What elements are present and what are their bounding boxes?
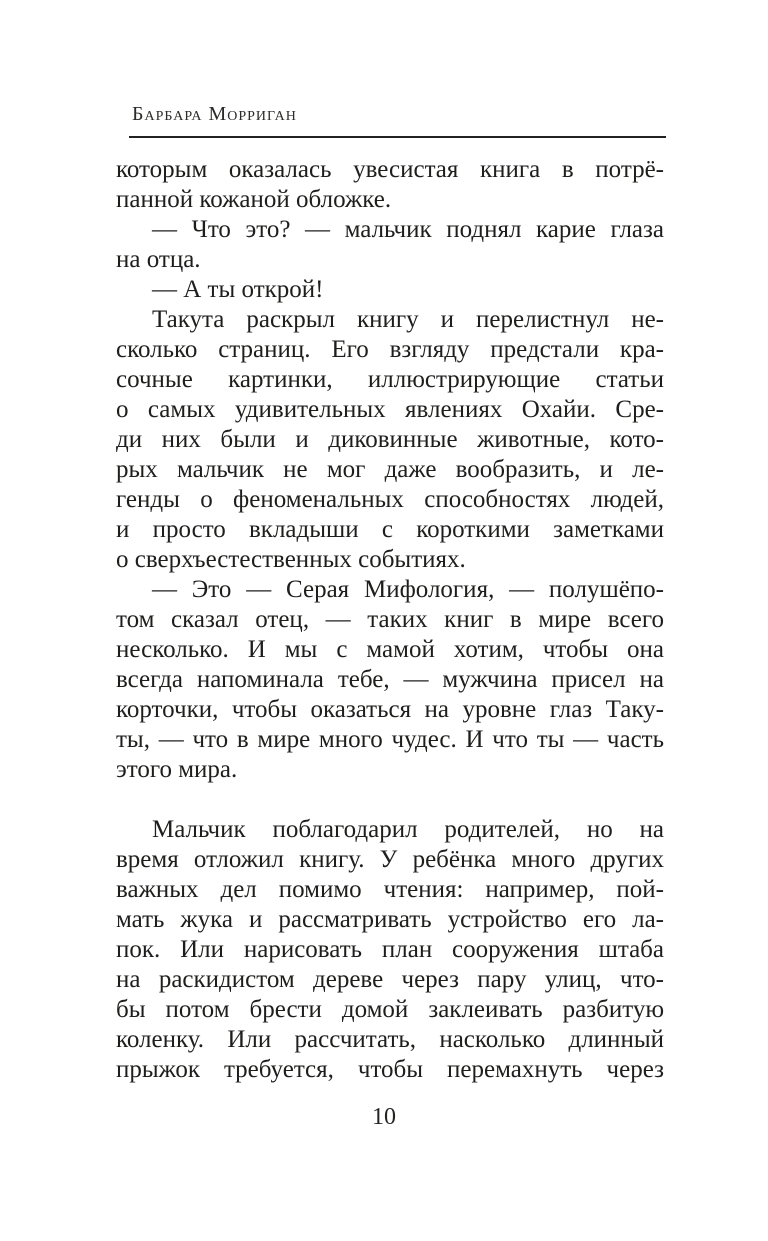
text-line: сочные картинки, иллюстрирующие статьи <box>116 366 664 393</box>
text-line: том сказал отец, — таких книг в мире всего <box>116 606 664 633</box>
text-line: о сверхъестественных событиях. <box>116 546 466 573</box>
text-line: бы потом брести домой заклеивать разбитую <box>116 996 664 1023</box>
body-text <box>116 155 664 1085</box>
text-line: и просто вкладыши с короткими заметками <box>116 516 664 543</box>
author-name: Барбара Морриган <box>132 103 297 125</box>
text-line: этого мира. <box>116 756 238 783</box>
text-line: Такута раскрыл книгу и перелистнул не- <box>152 306 664 333</box>
page-number: 10 <box>372 1104 396 1130</box>
text-line: — Это — Серая Мифология, — полушёпо- <box>152 576 664 603</box>
text-line: которым оказалась увесистая книга в потрё- <box>116 156 664 183</box>
text-line: пок. Или нарисовать план сооружения штаба <box>116 936 664 963</box>
text-line: на раскидистом дереве через пару улиц, что- <box>116 966 664 993</box>
text-line: на отца. <box>116 246 201 273</box>
text-line: ди них были и диковинные животные, кото- <box>116 426 664 453</box>
header-rule <box>129 136 666 138</box>
text-line: мать жука и рассматривать устройство его ла- <box>116 906 664 933</box>
text-line: рых мальчик не мог даже вообразить, и ле- <box>116 456 664 483</box>
text-line: ты, — что в мире много чудес. И что ты — часть <box>116 726 664 753</box>
text-line: всегда напоминала тебе, — мужчина присел на <box>116 666 664 693</box>
running-header <box>132 102 297 126</box>
text-line: — Что это? — мальчик поднял карие глаза <box>152 216 664 243</box>
text-line: панной кожаной обложке. <box>116 186 392 213</box>
text-line: коленку. Или рассчитать, насколько длинный <box>116 1026 664 1053</box>
text-line: прыжок требуется, чтобы перемахнуть через <box>116 1056 664 1083</box>
text-line: Мальчик поблагодарил родителей, но на <box>152 816 664 843</box>
text-line: важных дел помимо чтения: например, пой- <box>116 876 664 903</box>
text-line: генды о феноменальных способностях людей, <box>116 486 664 513</box>
text-line: сколько страниц. Его взгляду предстали кра- <box>116 336 664 363</box>
text-line: несколько. И мы с мамой хотим, чтобы она <box>116 636 664 663</box>
text-line: корточки, чтобы оказаться на уровне глаз Таку- <box>116 696 664 723</box>
text-line: о самых удивительных явлениях Охайи. Сре- <box>116 396 664 423</box>
text-line: — А ты открой! <box>152 276 324 303</box>
text-line: время отложил книгу. У ребёнка много других <box>116 846 664 873</box>
